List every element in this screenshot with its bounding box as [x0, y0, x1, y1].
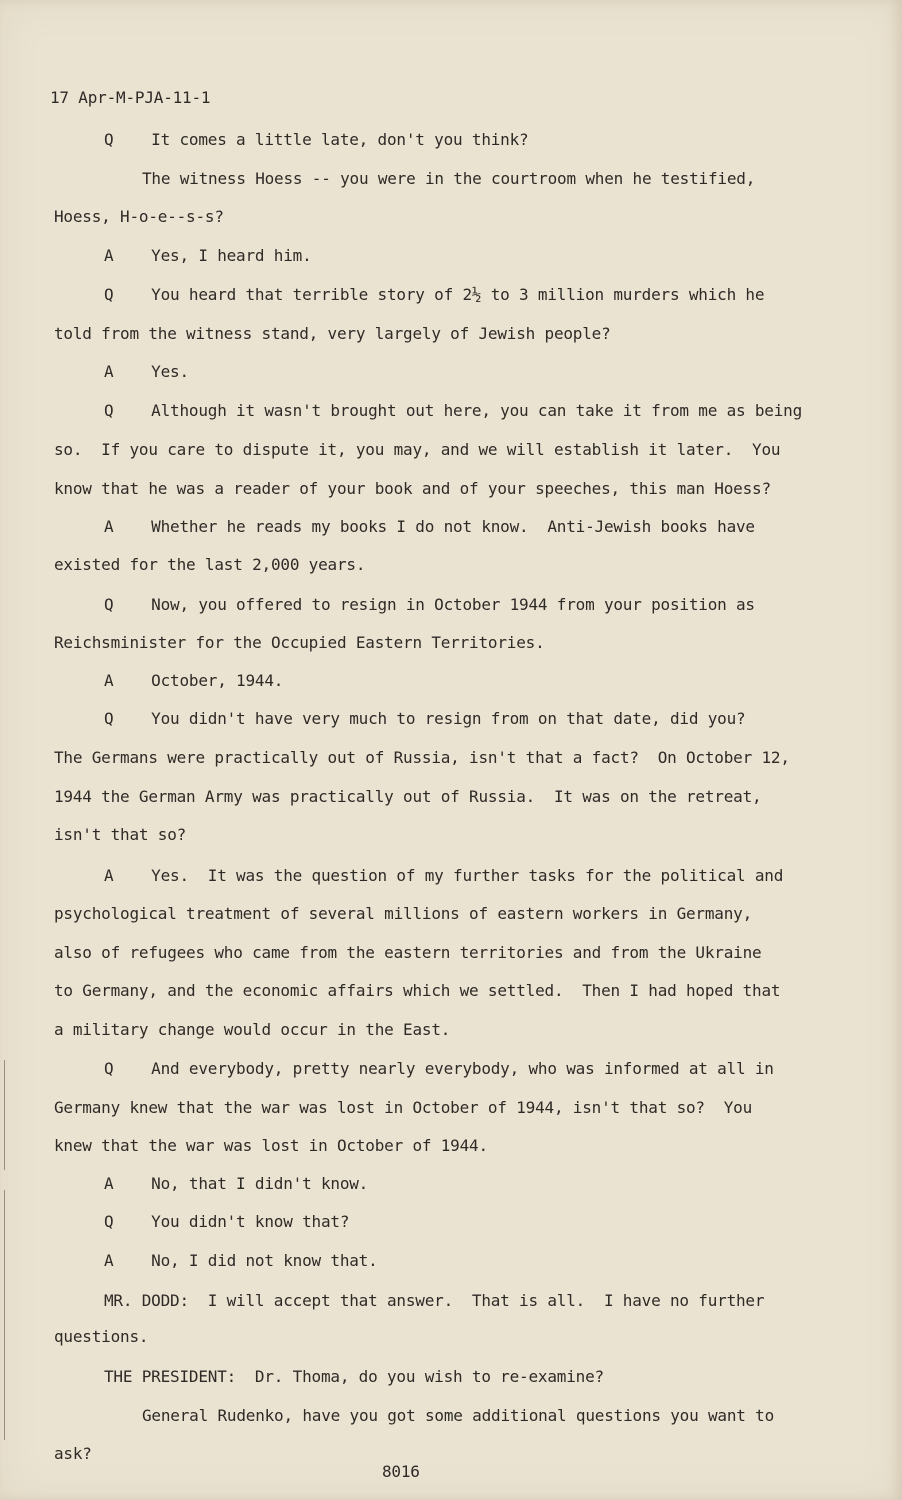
- transcript-line: 1944 the German Army was practically out of Russia. It was on the retreat,: [54, 787, 762, 806]
- transcript-line: A Yes.: [104, 362, 189, 381]
- transcript-line: questions.: [54, 1327, 149, 1346]
- transcript-line: Q You didn't have very much to resign from on that date, did you?: [104, 709, 746, 728]
- transcript-line: Q It comes a little late, don't you think?: [104, 130, 529, 149]
- transcript-line: The witness Hoess -- you were in the courtroom when he testified,: [142, 169, 756, 188]
- transcript-line: General Rudenko, have you got some additional questions you want to: [142, 1406, 774, 1425]
- transcript-line: so. If you care to dispute it, you may, and we will establish it later. You: [54, 440, 781, 459]
- transcript-line: Q You heard that terrible story of 2½ to 3 million murders which he: [104, 285, 765, 304]
- transcript-line: existed for the last 2,000 years.: [54, 555, 366, 574]
- transcript-line: THE PRESIDENT: Dr. Thoma, do you wish to re-examine?: [104, 1367, 604, 1386]
- transcript-line: Reichsminister for the Occupied Eastern Territories.: [54, 633, 545, 652]
- transcript-line: Q And everybody, pretty nearly everybody, who was informed at all in: [104, 1059, 774, 1078]
- transcript-line: Q Now, you offered to resign in October 1944 from your position as: [104, 595, 755, 614]
- page-number: 8016: [382, 1462, 420, 1481]
- document-header: 17 Apr-M-PJA-11-1: [50, 88, 211, 107]
- transcript-line: to Germany, and the economic affairs which we settled. Then I had hoped that: [54, 981, 781, 1000]
- transcript-line: A No, that I didn't know.: [104, 1174, 369, 1193]
- transcript-line: A Yes. It was the question of my further tasks for the political and: [104, 866, 784, 885]
- transcript-line: A Yes, I heard him.: [104, 246, 312, 265]
- transcript-line: knew that the war was lost in October of 1944.: [54, 1136, 488, 1155]
- transcript-line: Germany knew that the war was lost in October of 1944, isn't that so? You: [54, 1098, 753, 1117]
- transcript-line: A No, I did not know that.: [104, 1251, 378, 1270]
- transcript-line: MR. DODD: I will accept that answer. That is all. I have no further: [104, 1291, 765, 1310]
- transcript-line: know that he was a reader of your book and of your speeches, this man Hoess?: [54, 479, 771, 498]
- transcript-line: also of refugees who came from the eastern territories and from the Ukraine: [54, 943, 762, 962]
- transcript-line: psychological treatment of several millions of eastern workers in Germany,: [54, 904, 753, 923]
- page-edge-mark: [4, 1190, 13, 1440]
- transcript-line: Hoess, H-o-e--s-s?: [54, 207, 224, 226]
- transcript-line: A Whether he reads my books I do not know. Anti-Jewish books have: [104, 517, 755, 536]
- transcript-line: a military change would occur in the East.: [54, 1020, 451, 1039]
- transcript-line: ask?: [54, 1444, 92, 1463]
- transcript-line: told from the witness stand, very largely of Jewish people?: [54, 324, 611, 343]
- page-edge-mark: [4, 1060, 13, 1170]
- transcript-line: A October, 1944.: [104, 671, 284, 690]
- transcript-line: Q Although it wasn't brought out here, you can take it from me as being: [104, 401, 803, 420]
- transcript-line: isn't that so?: [54, 825, 187, 844]
- transcript-line: Q You didn't know that?: [104, 1212, 350, 1231]
- transcript-line: The Germans were practically out of Russia, isn't that a fact? On October 12,: [54, 748, 790, 767]
